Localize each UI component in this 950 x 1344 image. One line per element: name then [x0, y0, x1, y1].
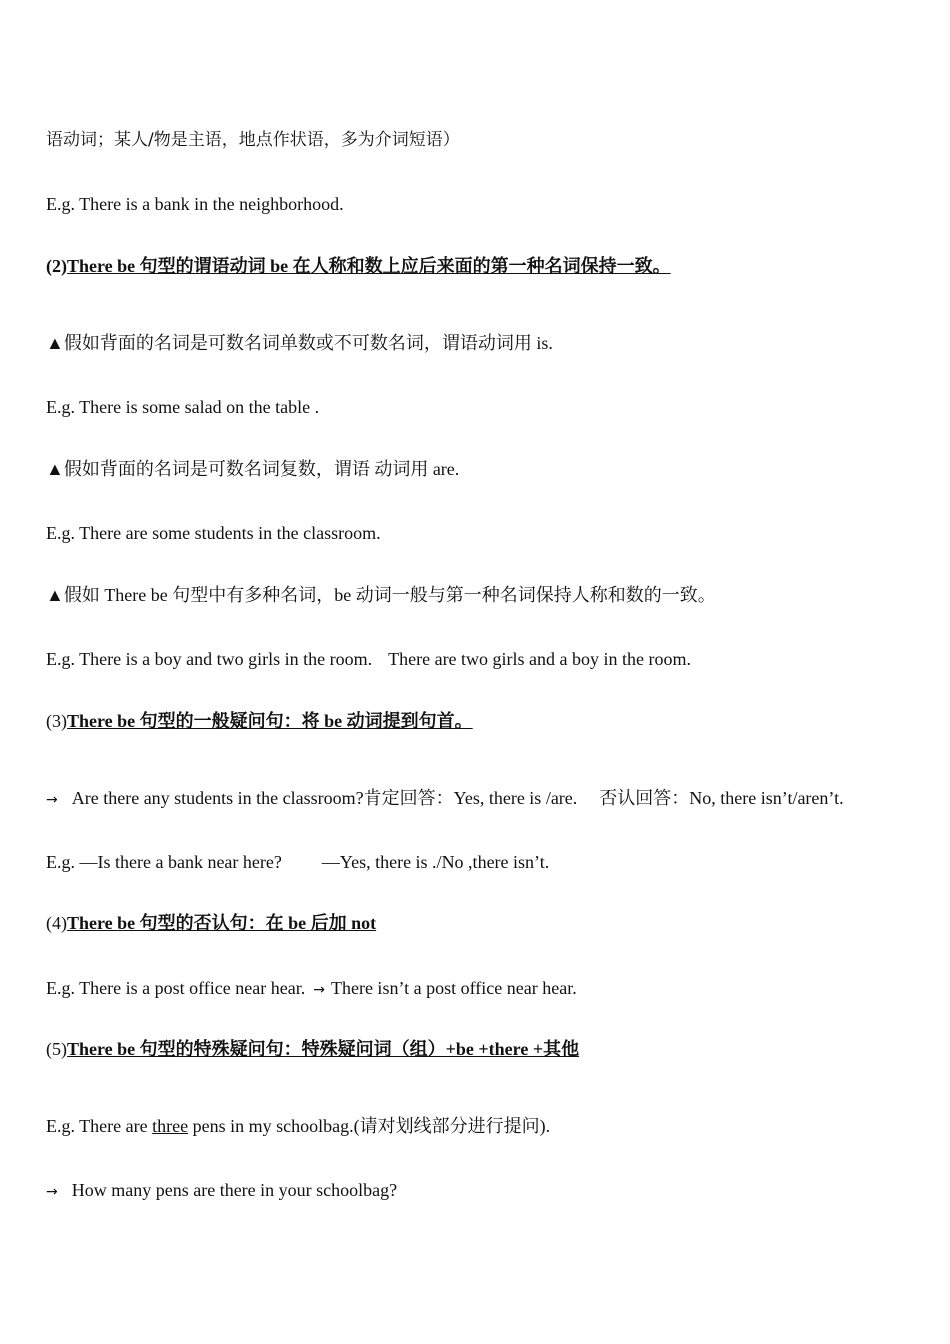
section-heading-5: [46, 1037, 579, 1061]
section-heading-4: [46, 911, 376, 935]
bullet-singular: ▲假如背面的名词是可数名词单数或不可数名词，谓语动词用 is.: [46, 333, 553, 353]
section-title-3: There be 句型的一般疑问句：将 be 动词提到句首。: [67, 711, 473, 731]
example-post-office: [46, 976, 577, 1002]
example-bank-dialog: [46, 850, 549, 874]
example-boy-girls-a: E.g. There is a boy and two girls in the room.: [46, 649, 373, 669]
underlined-word: three: [152, 1116, 189, 1136]
text-line-intro: 语动词；某人/物是主语，地点作状语，多为介词短语）: [46, 130, 460, 150]
example-neighborhood: E.g. There is a bank in the neighborhood.: [46, 194, 344, 214]
example-boy-girls-b: There are two girls and a boy in the room.: [388, 649, 692, 669]
bullet-multiple-nouns: ▲假如 There be 句型中有多种名词，be 动词一般与第一种名词保持人称和数的一致。: [46, 585, 716, 605]
question-answer-line: [46, 786, 844, 812]
example-post-office-b: There isn’t a post office near hear.: [330, 978, 577, 998]
right-arrow-icon: →: [313, 982, 325, 998]
example-bank-question: E.g. —Is there a bank near here?: [46, 852, 282, 872]
section-heading-2: [46, 254, 671, 278]
negative-answer: 否认回答：No, there isn’t/aren’t.: [599, 788, 844, 808]
question-how-many-text: How many pens are there in your schoolbag?: [71, 1180, 398, 1200]
question-any-students: Are there any students in the classroom?肯定回答：Yes, there is /are.: [71, 788, 578, 808]
right-arrow-icon: →: [46, 792, 58, 808]
section-title-2: There be 句型的谓语动词 be 在人称和数上应后来面的第一种名词保持一致。: [67, 256, 671, 276]
section-title-5: There be 句型的特殊疑问句：特殊疑问词（组）+be +there +其他: [67, 1039, 580, 1059]
example-salad: E.g. There is some salad on the table .: [46, 397, 320, 417]
example-students: E.g. There are some students in the classroom.: [46, 523, 381, 543]
section-number-3: (3): [46, 711, 67, 731]
section-number-5: (5): [46, 1039, 67, 1059]
bullet-plural: ▲假如背面的名词是可数名词复数，谓语 动词用 are.: [46, 459, 460, 479]
section-title-4: There be 句型的否认句：在 be 后加 not: [67, 913, 377, 933]
right-arrow-icon: →: [46, 1184, 58, 1200]
section-number-4: (4): [46, 913, 67, 933]
example-post-office-a: E.g. There is a post office near hear.: [46, 978, 306, 998]
section-heading-3: [46, 709, 473, 733]
question-how-many: [46, 1178, 397, 1204]
example-boy-girls: [46, 647, 691, 671]
example-pens: [46, 1114, 550, 1138]
example-pens-a: E.g. There are: [46, 1116, 148, 1136]
example-bank-answer: —Yes, there is ./No ,there isn’t.: [321, 852, 550, 872]
example-pens-b: pens in my schoolbag.(请对划线部分进行提问).: [192, 1116, 551, 1136]
section-number-2: (2): [46, 256, 67, 276]
